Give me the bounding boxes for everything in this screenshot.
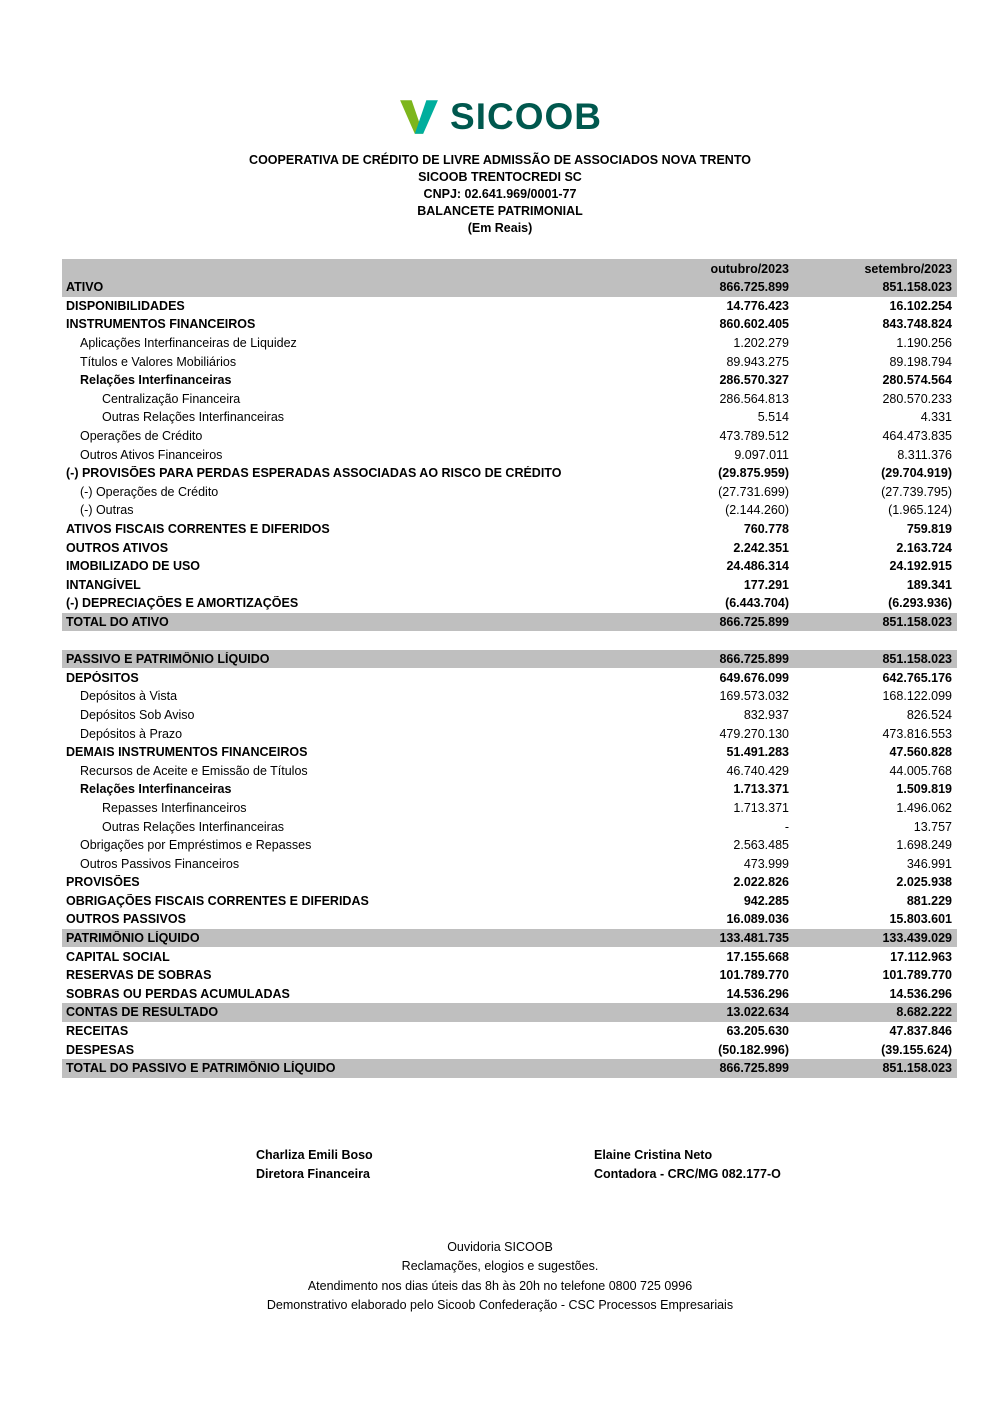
sicoob-wordmark: SICOOB xyxy=(450,96,602,137)
row-value-setembro: 133.439.029 xyxy=(882,931,952,946)
row-value-setembro: (39.155.624) xyxy=(881,1042,952,1057)
table-row xyxy=(62,594,957,613)
footer-line: Reclamações, elogios e sugestões. xyxy=(401,1259,599,1274)
table-row xyxy=(62,1040,957,1059)
row-label: Outras Relações Interfinanceiras xyxy=(102,410,285,425)
signature-right xyxy=(594,1146,781,1184)
row-label: Operações de Crédito xyxy=(80,429,203,444)
footer xyxy=(0,1238,1000,1316)
row-label: Depósitos Sob Aviso xyxy=(80,707,195,722)
signature-left xyxy=(256,1146,373,1184)
table-row xyxy=(62,966,957,985)
row-value-setembro: 16.102.254 xyxy=(889,298,952,313)
row-value-outubro: 89.943.275 xyxy=(726,354,789,369)
row-value-setembro: 826.524 xyxy=(906,707,952,722)
table-row xyxy=(62,1003,957,1022)
table-row xyxy=(62,278,957,297)
row-value-outubro: 760.778 xyxy=(743,522,789,537)
table-row xyxy=(62,687,957,706)
row-value-outubro: 51.491.283 xyxy=(726,745,789,760)
row-label: TOTAL DO PASSIVO E PATRIMÔNIO LÍQUIDO xyxy=(66,1061,336,1076)
row-value-setembro: 464.473.835 xyxy=(882,429,952,444)
table-row xyxy=(62,743,957,762)
row-label: ATIVOS FISCAIS CORRENTES E DIFERIDOS xyxy=(66,522,330,537)
row-label: DESPESAS xyxy=(66,1042,135,1057)
row-label: OBRIGAÇÕES FISCAIS CORRENTES E DIFERIDAS xyxy=(66,893,369,908)
row-label: PATRIMÔNIO LÍQUIDO xyxy=(66,931,200,946)
report-title: BALANCETE PATRIMONIAL xyxy=(417,204,583,218)
row-value-setembro: 1.509.819 xyxy=(896,782,952,797)
row-label: Títulos e Valores Mobiliários xyxy=(80,354,237,369)
row-label: PASSIVO E PATRIMÔNIO LÍQUIDO xyxy=(66,652,270,667)
row-label: DISPONIBILIDADES xyxy=(66,298,185,313)
row-label: Recursos de Aceite e Emissão de Títulos xyxy=(80,763,308,778)
row-label: (-) PROVISÕES PARA PERDAS ESPERADAS ASSOCIADAS AO RISCO DE CRÉDITO xyxy=(66,466,562,481)
table-row xyxy=(62,613,957,632)
footer-line: Ouvidoria SICOOB xyxy=(447,1239,553,1254)
table-row xyxy=(62,780,957,799)
row-value-setembro: (1.965.124) xyxy=(888,503,952,518)
footer-line: Atendimento nos dias úteis das 8h às 20h no telefone 0800 725 0996 xyxy=(307,1278,693,1293)
table-row xyxy=(62,761,957,780)
row-label: (-) Operações de Crédito xyxy=(80,484,219,499)
row-value-outubro: 286.570.327 xyxy=(719,373,789,388)
row-label: Outros Passivos Financeiros xyxy=(80,856,240,871)
row-value-setembro: 14.536.296 xyxy=(889,986,952,1001)
row-value-outubro: 63.205.630 xyxy=(726,1024,789,1039)
row-label: PROVISÕES xyxy=(66,875,140,890)
row-value-outubro: 14.536.296 xyxy=(726,986,789,1001)
row-label: INTANGÍVEL xyxy=(66,577,141,592)
row-label: Depósitos à Vista xyxy=(80,689,178,704)
table-row xyxy=(62,315,957,334)
table-row xyxy=(62,297,957,316)
row-value-setembro: (29.704.919) xyxy=(881,466,952,481)
row-label: (-) DEPRECIAÇÕES E AMORTIZAÇÕES xyxy=(66,596,299,611)
row-value-outubro: 177.291 xyxy=(743,577,789,592)
row-value-setembro: 15.803.601 xyxy=(889,912,952,927)
row-value-outubro: 5.514 xyxy=(757,410,789,425)
row-value-setembro: 851.158.023 xyxy=(882,652,952,667)
row-value-setembro: 168.122.099 xyxy=(882,689,952,704)
row-value-setembro: 8.682.222 xyxy=(896,1005,952,1020)
row-value-setembro: 47.560.828 xyxy=(889,745,952,760)
row-label: Outros Ativos Financeiros xyxy=(80,447,223,462)
table-row xyxy=(62,538,957,557)
row-value-outubro: 2.022.826 xyxy=(733,875,789,890)
row-label: (-) Outras xyxy=(80,503,134,518)
row-value-outubro: 479.270.130 xyxy=(719,726,789,741)
row-value-outubro: 866.725.899 xyxy=(719,652,789,667)
row-value-outubro: 866.725.899 xyxy=(719,1061,789,1076)
table-row xyxy=(62,520,957,539)
table-body xyxy=(62,278,957,1078)
row-value-outubro: 2.242.351 xyxy=(733,540,789,555)
table-row xyxy=(62,390,957,409)
signature-role: Diretora Financeira xyxy=(256,1166,370,1181)
cnpj: CNPJ: 02.641.969/0001-77 xyxy=(423,187,577,201)
sicoob-logo xyxy=(0,0,1000,138)
table-row xyxy=(62,557,957,576)
row-value-outubro: (50.182.996) xyxy=(718,1042,789,1057)
row-value-setembro: 1.190.256 xyxy=(896,336,952,351)
row-value-outubro: 17.155.668 xyxy=(726,949,789,964)
row-label: INSTRUMENTOS FINANCEIROS xyxy=(66,317,256,332)
row-value-outubro: 133.481.735 xyxy=(719,931,789,946)
row-label: Aplicações Interfinanceiras de Liquidez xyxy=(80,336,297,351)
row-value-outubro: 942.285 xyxy=(743,893,789,908)
table-row xyxy=(62,1022,957,1041)
row-value-outubro: - xyxy=(784,819,789,834)
row-value-setembro: 280.570.233 xyxy=(882,391,952,406)
table-row xyxy=(62,706,957,725)
row-value-setembro: 759.819 xyxy=(906,522,952,537)
row-value-setembro: 346.991 xyxy=(906,856,952,871)
table-row xyxy=(62,464,957,483)
table-row xyxy=(62,650,957,669)
row-value-setembro: 24.192.915 xyxy=(889,559,952,574)
row-value-setembro: 17.112.963 xyxy=(890,949,952,964)
table-row xyxy=(62,483,957,502)
row-value-outubro: (2.144.260) xyxy=(725,503,789,518)
row-label: ATIVO xyxy=(66,280,104,295)
row-label: RESERVAS DE SOBRAS xyxy=(66,968,212,983)
footer-line: Demonstrativo elaborado pelo Sicoob Confederação - CSC Processos Empresariais xyxy=(266,1298,734,1313)
row-label: OUTROS ATIVOS xyxy=(66,540,169,555)
row-value-outubro: 860.602.405 xyxy=(719,317,789,332)
document-header xyxy=(0,152,1000,237)
row-value-setembro: 642.765.176 xyxy=(882,670,952,685)
row-label: Relações Interfinanceiras xyxy=(80,373,232,388)
column-header-outubro: outubro/2023 xyxy=(710,261,789,276)
signatures-block xyxy=(0,1146,1000,1186)
table-row xyxy=(62,985,957,1004)
row-value-outubro: (27.731.699) xyxy=(718,484,789,499)
row-value-outubro: 46.740.429 xyxy=(726,763,789,778)
signature-name: Elaine Cristina Neto xyxy=(594,1147,713,1162)
row-value-outubro: 9.097.011 xyxy=(734,447,789,462)
row-label: Obrigações por Empréstimos e Repasses xyxy=(80,838,312,853)
table-row xyxy=(62,427,957,446)
table-row xyxy=(62,408,957,427)
row-label: Outras Relações Interfinanceiras xyxy=(102,819,285,834)
row-value-setembro: 851.158.023 xyxy=(882,1061,952,1076)
signature-role: Contadora - CRC/MG 082.177-O xyxy=(594,1166,781,1181)
table-row xyxy=(62,352,957,371)
row-value-setembro: 44.005.768 xyxy=(889,763,952,778)
row-value-setembro: 843.748.824 xyxy=(882,317,952,332)
row-value-outubro: 13.022.634 xyxy=(726,1005,789,1020)
table-row xyxy=(62,929,957,948)
row-value-setembro: 881.229 xyxy=(906,893,952,908)
row-value-outubro: 1.713.371 xyxy=(733,800,789,815)
table-row xyxy=(62,947,957,966)
row-value-setembro: 1.496.062 xyxy=(896,800,952,815)
row-value-setembro: 189.341 xyxy=(906,577,952,592)
row-value-setembro: 280.574.564 xyxy=(882,373,952,388)
row-value-outubro: 866.725.899 xyxy=(719,280,789,295)
row-value-outubro: 1.713.371 xyxy=(733,782,789,797)
table-header-row xyxy=(62,259,957,278)
row-label: Relações Interfinanceiras xyxy=(80,782,232,797)
row-value-outubro: 866.725.899 xyxy=(719,614,789,629)
row-value-setembro: 473.816.553 xyxy=(882,726,952,741)
row-value-outubro: 101.789.770 xyxy=(719,968,789,983)
row-label: OUTROS PASSIVOS xyxy=(66,912,186,927)
row-value-setembro: 8.311.376 xyxy=(897,447,952,462)
row-value-setembro: 101.789.770 xyxy=(882,968,952,983)
row-value-setembro: 89.198.794 xyxy=(889,354,952,369)
row-value-outubro: (6.443.704) xyxy=(725,596,789,611)
row-value-setembro: 13.757 xyxy=(913,819,952,834)
table-row xyxy=(62,576,957,595)
row-value-outubro: 473.999 xyxy=(743,856,789,871)
row-label: Repasses Interfinanceiros xyxy=(102,800,247,815)
table-row xyxy=(62,668,957,687)
table-row xyxy=(62,445,957,464)
table-row xyxy=(62,501,957,520)
row-value-outubro: 169.573.032 xyxy=(719,689,789,704)
row-value-outubro: 24.486.314 xyxy=(726,559,789,574)
sicoob-symbol-icon xyxy=(398,100,440,134)
row-value-outubro: 473.789.512 xyxy=(719,429,789,444)
row-value-outubro: (29.875.959) xyxy=(718,466,789,481)
table-row xyxy=(62,836,957,855)
row-label: CAPITAL SOCIAL xyxy=(66,949,170,964)
currency-note: (Em Reais) xyxy=(467,221,533,235)
balance-table xyxy=(62,259,957,1078)
table-spacer-row xyxy=(62,631,957,650)
entity-name: SICOOB TRENTOCREDI SC xyxy=(418,170,582,184)
row-value-outubro: 286.564.813 xyxy=(719,391,789,406)
row-label: TOTAL DO ATIVO xyxy=(66,614,169,629)
row-value-outubro: 1.202.279 xyxy=(733,336,789,351)
row-label: Depósitos à Prazo xyxy=(80,726,183,741)
row-value-setembro: 851.158.023 xyxy=(882,614,952,629)
row-value-setembro: 1.698.249 xyxy=(896,838,952,853)
cooperative-name: COOPERATIVA DE CRÉDITO DE LIVRE ADMISSÃO DE ASSOCIADOS NOVA TRENTO xyxy=(249,153,751,167)
row-value-setembro: 47.837.846 xyxy=(889,1024,952,1039)
row-value-outubro: 14.776.423 xyxy=(726,298,789,313)
row-value-setembro: 2.163.724 xyxy=(896,540,952,555)
row-label: IMOBILIZADO DE USO xyxy=(66,559,201,574)
table-row xyxy=(62,724,957,743)
row-value-outubro: 16.089.036 xyxy=(726,912,789,927)
row-label: Centralização Financeira xyxy=(102,391,241,406)
table-row xyxy=(62,799,957,818)
row-label: RECEITAS xyxy=(66,1024,129,1039)
row-value-outubro: 832.937 xyxy=(743,707,789,722)
table-row xyxy=(62,873,957,892)
signature-name: Charliza Emili Boso xyxy=(256,1147,373,1162)
table-row xyxy=(62,910,957,929)
row-value-setembro: (6.293.936) xyxy=(888,596,952,611)
table-row xyxy=(62,854,957,873)
table-row xyxy=(62,892,957,911)
row-label: DEPÓSITOS xyxy=(66,670,139,685)
row-label: CONTAS DE RESULTADO xyxy=(66,1005,219,1020)
column-header-setembro: setembro/2023 xyxy=(864,261,952,276)
row-value-setembro: (27.739.795) xyxy=(881,484,952,499)
table-row xyxy=(62,817,957,836)
row-value-outubro: 2.563.485 xyxy=(733,838,789,853)
row-label: SOBRAS OU PERDAS ACUMULADAS xyxy=(66,986,290,1001)
row-label: DEMAIS INSTRUMENTOS FINANCEIROS xyxy=(66,745,308,760)
table-row xyxy=(62,371,957,390)
table-row xyxy=(62,1059,957,1078)
row-value-outubro: 649.676.099 xyxy=(719,670,789,685)
row-value-setembro: 2.025.938 xyxy=(896,875,952,890)
row-value-setembro: 4.331 xyxy=(920,410,952,425)
row-value-setembro: 851.158.023 xyxy=(882,280,952,295)
table-row xyxy=(62,334,957,353)
